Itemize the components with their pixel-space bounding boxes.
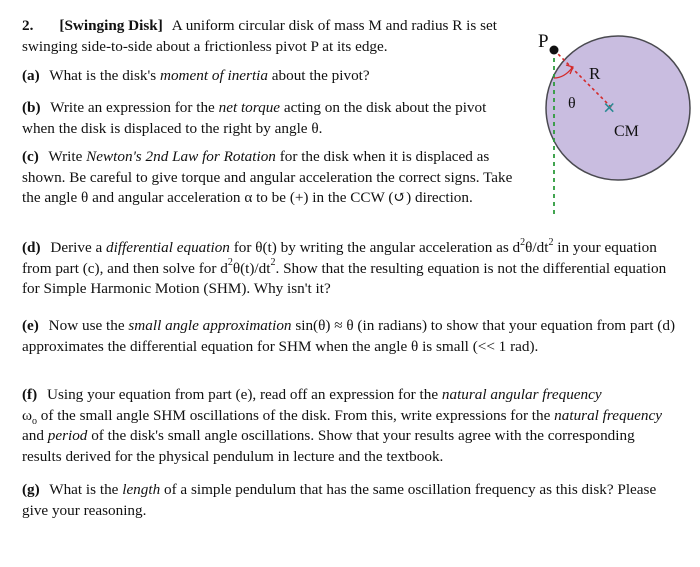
problem-title: [Swinging Disk] — [59, 17, 163, 34]
part-e: (e) Now use the small angle approximation sin(θ) ≈ θ (in radians) to show that your equation from part (d) approximates the differential equation for SHM when the angle θ is small (<< 1 rad). — [22, 317, 676, 355]
part-b: (b) Write an expression for the net torque acting on the disk about the pivot when the disk is displaced to the right by angle θ. — [22, 99, 487, 137]
part-f: (f) Using your equation from part (e), read off an expression for the natural angular frequency $\omega_o$ of the small angle SHM oscillations of the disk. From this, write expressions for the natural frequency and period of the disk's small angle oscillations. Show that your results agree with the corresponding results derived for the physical pendulum in lecture and the textbook. — [22, 386, 662, 465]
pivot-point — [550, 46, 559, 55]
angle-label: θ — [568, 95, 576, 112]
part-d: (d) Derive a differential equation for θ(t) by writing the angular acceleration as $d^2\theta/dt^2$ in your equation from part (c), and then solve for $d^2\theta(t)/dt^2$. Show that the resulting equation is not the differential equation for Simple Harmonic Motion (SHM). Why isn't it? — [22, 236, 667, 297]
radius-label: R — [589, 64, 601, 83]
part-a: (a) What is the disk's moment of inertia about the pivot? — [22, 67, 370, 84]
pivot-label: P — [538, 31, 549, 52]
swinging-disk-figure — [520, 28, 698, 218]
problem-number: 2. — [22, 17, 34, 34]
problem-intro — [22, 16, 517, 57]
part-g: (g) What is the length of a simple pendulum that has the same oscillation frequency as this disk? Please give your reasoning. — [22, 481, 657, 519]
cm-label: CM — [614, 123, 639, 140]
cm-marker: × — [603, 95, 616, 120]
part-c: (c) Write Newton's 2nd Law for Rotation for the disk when it is displaced as shown. Be careful to give torque and angular acceleration the correct signs. Take the angle θ and angular acceleration α to be (+) in the CCW (↺) direction. — [22, 148, 513, 206]
problem-intro-text: A uniform circular disk of mass M and radius R is set swinging side-to-side about a frictionless pivot P at its edge. — [22, 17, 497, 55]
